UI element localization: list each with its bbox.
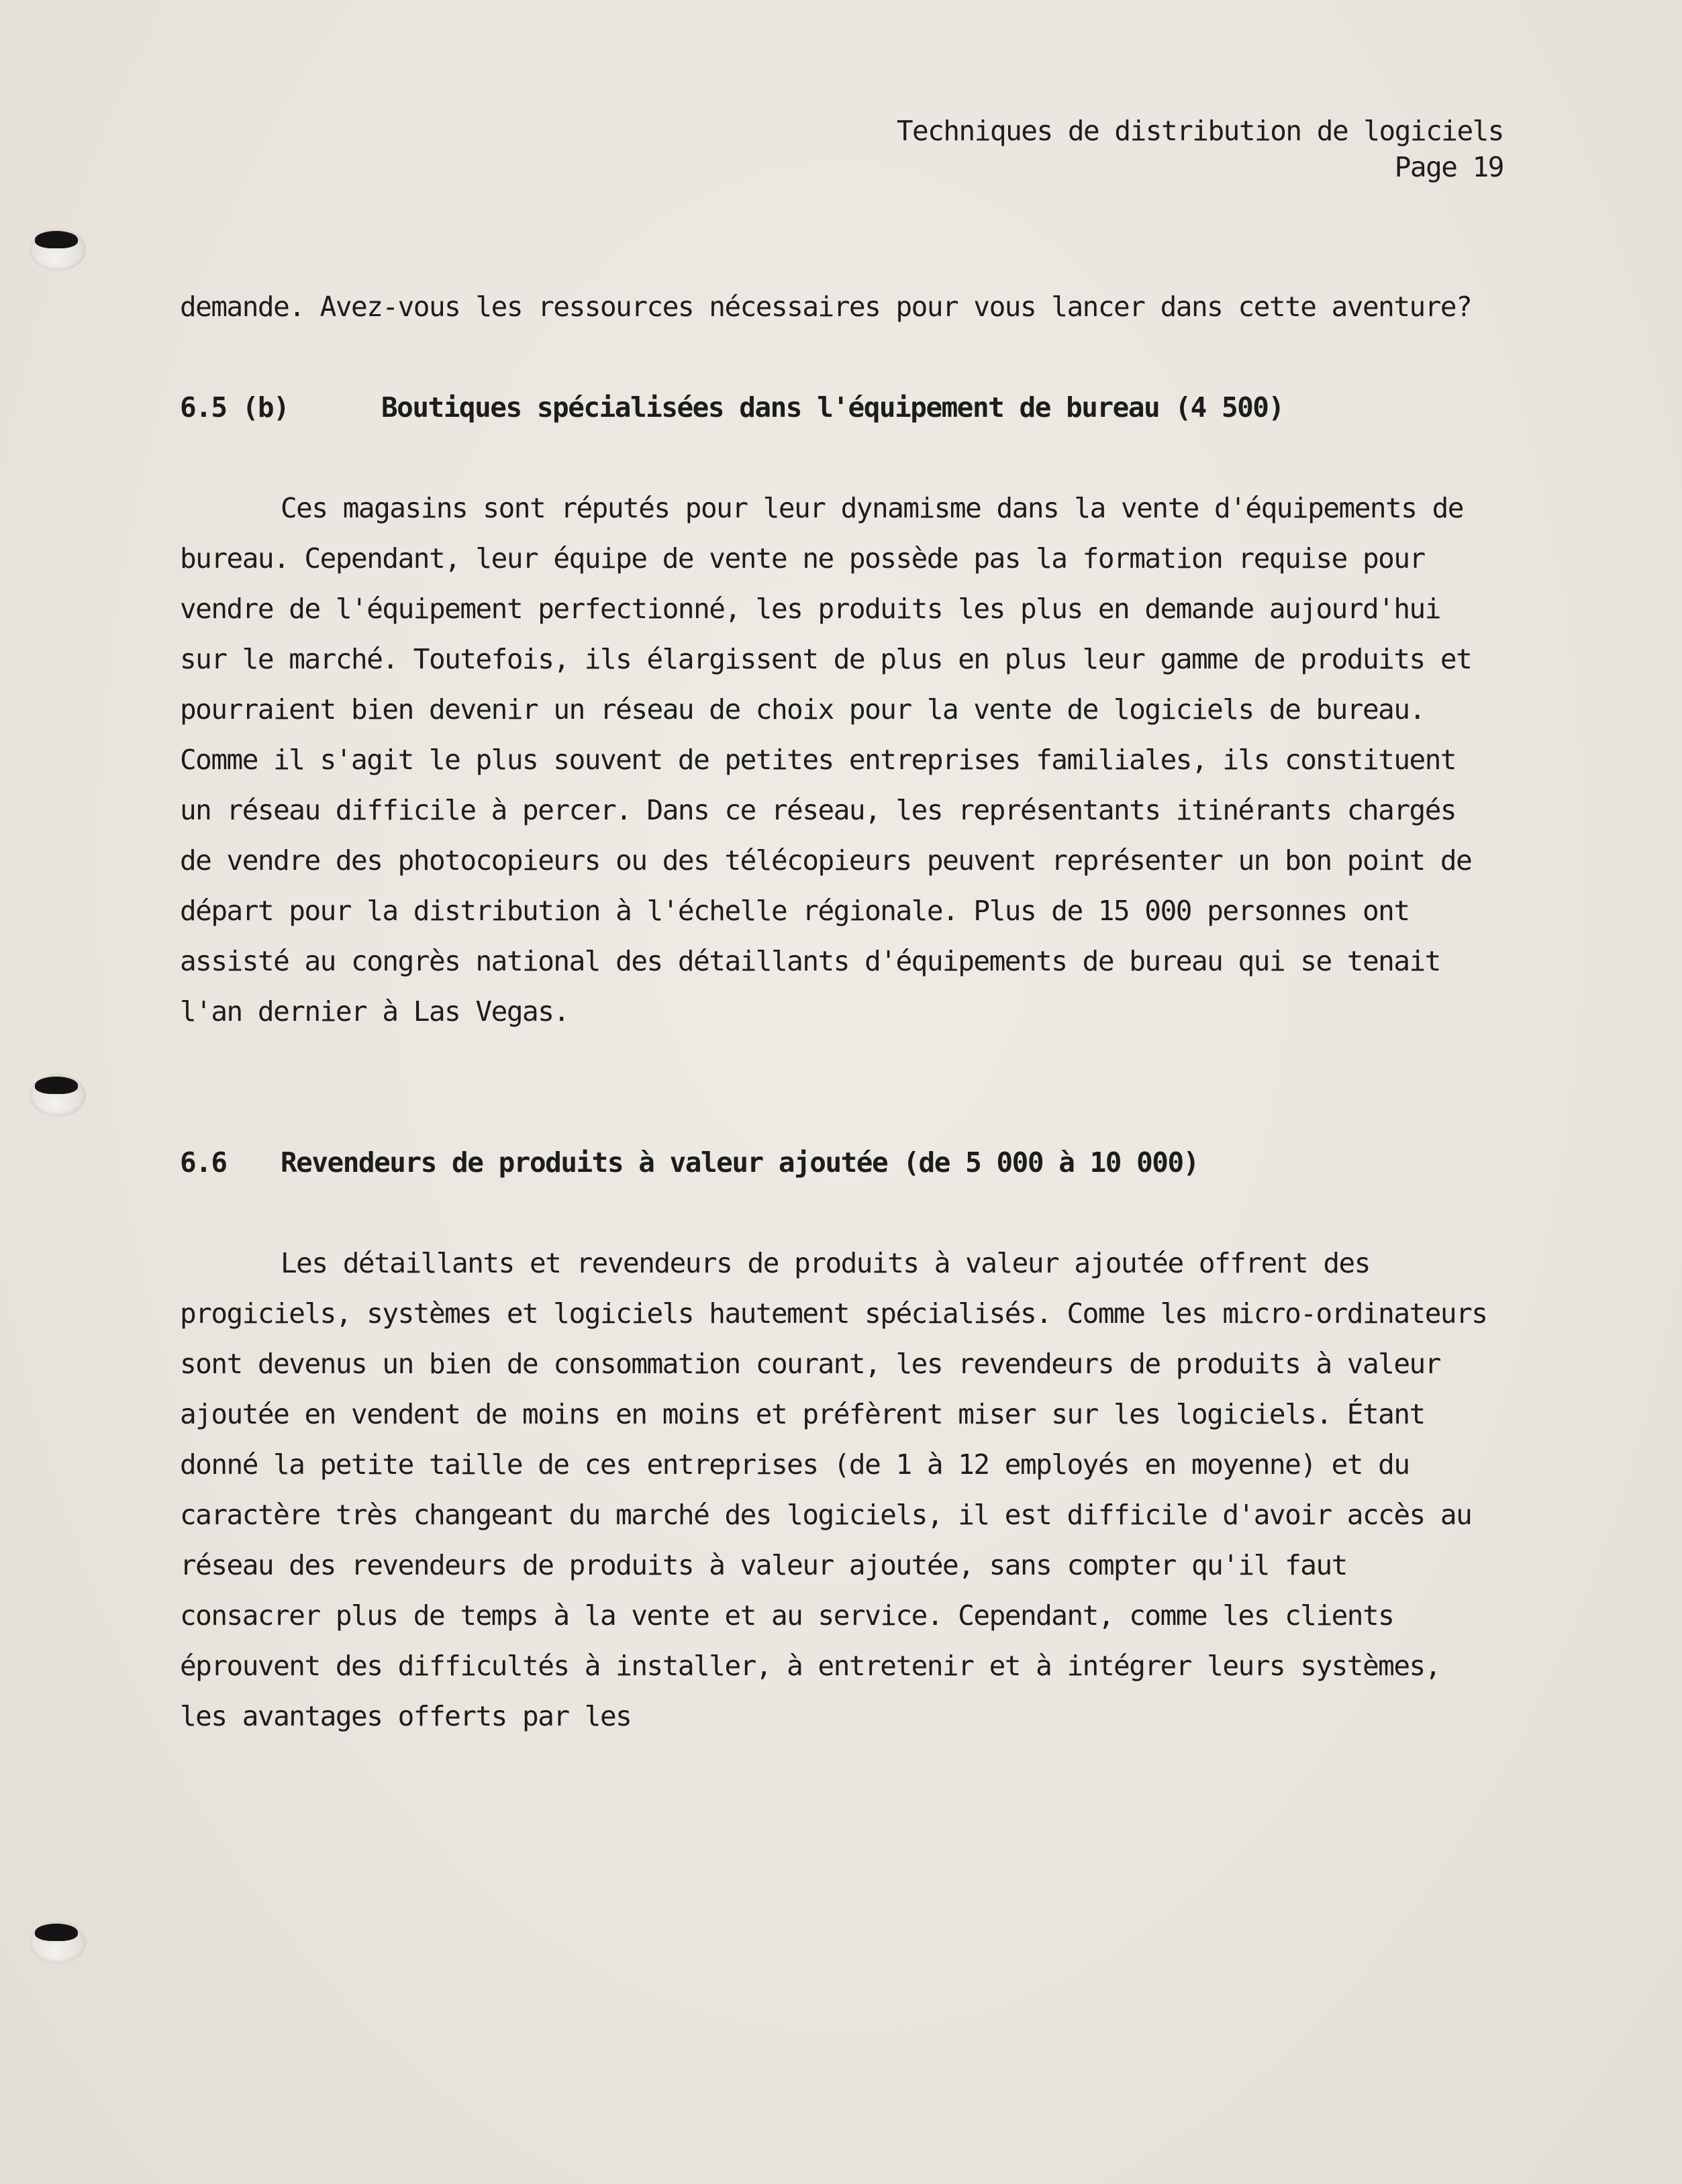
- punch-hole-bottom: [30, 1921, 86, 1964]
- document-title: Techniques de distribution de logiciels: [896, 115, 1503, 147]
- section-title: Boutiques spécialisées dans l'équipement de bureau (4 500): [381, 391, 1284, 424]
- punch-hole-top: [30, 228, 86, 271]
- document-body: [180, 282, 1489, 1742]
- section-heading-6-5-b: [180, 383, 1489, 433]
- page-header: [897, 113, 1503, 185]
- section-title: Revendeurs de produits à valeur ajoutée (de 5 000 à 10 000): [281, 1146, 1199, 1179]
- punch-hole-middle: [30, 1074, 86, 1117]
- page-number: Page 19: [1394, 151, 1503, 183]
- section-heading-6-6: [180, 1138, 1489, 1188]
- intro-paragraph: demande. Avez-vous les ressources nécessaires pour vous lancer dans cette aventure?: [180, 291, 1472, 323]
- section-number: 6.6: [180, 1146, 227, 1179]
- section-number: 6.5 (b): [180, 391, 289, 424]
- section-paragraph: Ces magasins sont réputés pour leur dynamisme dans la vente d'équipements de bureau. Cependant, leur équipe de vente ne possède pas la formation requise pour vendre de l'équipement perfectionné, les produits les plus en demande aujourd'hui sur le marché. Toutefois, ils élargissent de plus en plus leur gamme de produits et pourraient bien devenir un réseau de choix pour la vente de logiciels de bureau. Comme il s'agit le plus souvent de petites entreprises familiales, ils constituent un réseau difficile à percer. Dans ce réseau, les représentants itinérants chargés de vendre des photocopieurs ou des télécopieurs peuvent représenter un bon point de départ pour la distribution à l'échelle régionale. Plus de 15 000 personnes ont assisté au congrès national des détaillants d'équipements de bureau qui se tenait l'an dernier à Las Vegas.: [180, 492, 1472, 1028]
- section-paragraph: Les détaillants et revendeurs de produits à valeur ajoutée offrent des progiciels, systèmes et logiciels hautement spécialisés. Comme les micro-ordinateurs sont devenus un bien de consommation courant, les revendeurs de produits à valeur ajoutée en vendent de moins en moins et préfèrent miser sur les logiciels. Étant donné la petite taille de ces entreprises (de 1 à 12 employés en moyenne) et du caractère très changeant du marché des logiciels, il est difficile d'avoir accès au réseau des revendeurs de produits à valeur ajoutée, sans compter qu'il faut consacrer plus de temps à la vente et au service. Cependant, comme les clients éprouvent des difficultés à installer, à entretenir et à intégrer leurs systèmes, les avantages offerts par les: [180, 1247, 1487, 1732]
